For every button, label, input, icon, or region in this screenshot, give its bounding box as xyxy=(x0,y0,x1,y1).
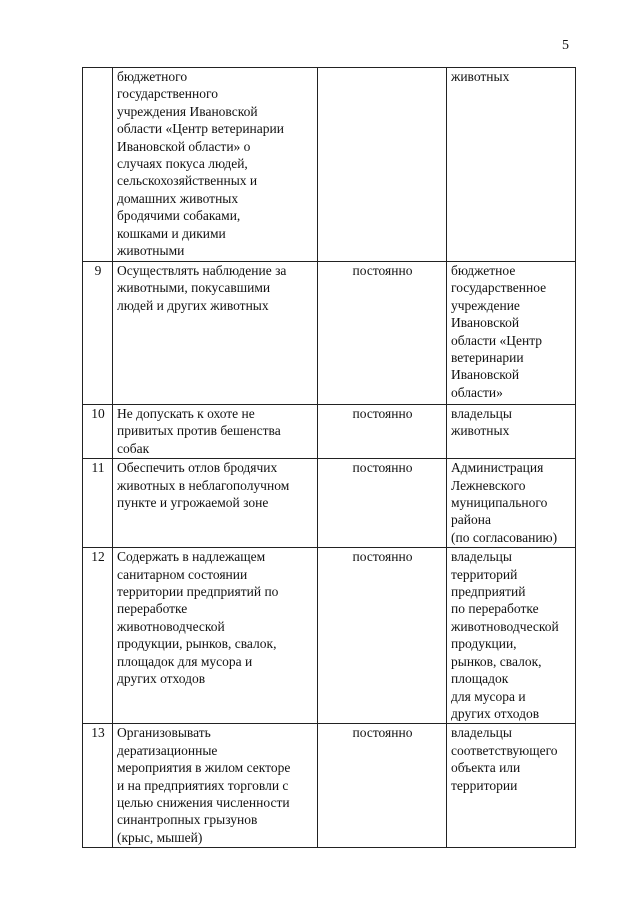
executor-cell-line: территорий xyxy=(451,566,518,582)
executor-cell xyxy=(447,262,576,405)
executor-cell-line: владельцы xyxy=(451,725,512,741)
action-cell xyxy=(113,724,318,848)
action-cell-line: дератизационные xyxy=(117,742,218,758)
term-cell: постоянно xyxy=(318,548,447,724)
executor-cell-line: площадок xyxy=(451,671,509,687)
measures-table xyxy=(82,67,576,848)
action-cell-line: Организовывать xyxy=(117,725,211,741)
action-cell xyxy=(113,548,318,724)
action-cell-line: других отходов xyxy=(117,671,206,687)
executor-cell-line: района xyxy=(451,512,491,528)
row-number-cell: 11 xyxy=(83,459,113,548)
executor-cell-line: животных xyxy=(451,69,510,84)
action-cell-line: привитых против бешенства xyxy=(117,423,281,439)
action-cell-line: продукции, рынков, свалок, xyxy=(117,636,277,652)
action-cell-line: целью снижения численности xyxy=(117,794,290,810)
executor-cell-line: ветеринарии xyxy=(451,350,524,366)
executor-cell-line: продукции, xyxy=(451,636,517,652)
executor-cell xyxy=(447,405,576,459)
executor-cell-line: муниципального xyxy=(451,495,548,511)
executor-cell-line: рынков, свалок, xyxy=(451,653,542,669)
term-cell: постоянно xyxy=(318,262,447,405)
action-cell-line: мероприятия в жилом секторе xyxy=(117,760,291,776)
executor-cell-line: по переработке xyxy=(451,601,539,617)
executor-cell xyxy=(447,68,576,262)
executor-cell xyxy=(447,548,576,724)
table-row xyxy=(83,262,576,405)
action-cell xyxy=(113,459,318,548)
action-cell-line: людей и других животных xyxy=(117,297,269,313)
action-cell-line: случаях покуса людей, xyxy=(117,156,248,172)
executor-cell-line: Ивановской xyxy=(451,315,520,331)
action-cell-line: кошками и дикими xyxy=(117,225,226,241)
action-cell xyxy=(113,68,318,262)
executor-cell-line: Ивановской xyxy=(451,367,520,383)
action-cell-line: санитарном состоянии xyxy=(117,566,248,582)
action-cell-line: учреждения Ивановской xyxy=(117,103,258,119)
action-cell-line: государственного xyxy=(117,86,218,102)
action-cell xyxy=(113,405,318,459)
row-number-cell: 12 xyxy=(83,548,113,724)
action-cell-line: животными, покусавшими xyxy=(117,280,271,296)
executor-cell-line: области «Центр xyxy=(451,332,543,348)
executor-cell-line: предприятий xyxy=(451,584,526,600)
term-cell: постоянно xyxy=(318,724,447,848)
table-row xyxy=(83,68,576,262)
measures-table-body xyxy=(83,68,576,848)
executor-cell-line: соответствующего xyxy=(451,742,558,758)
executor-cell-line: учреждение xyxy=(451,297,520,313)
term-cell xyxy=(318,68,447,262)
row-number-cell: 9 xyxy=(83,262,113,405)
action-cell-line: синантропных грызунов xyxy=(117,812,258,828)
executor-cell-line: бюджетное xyxy=(451,263,516,278)
action-cell-line: Обеспечить отлов бродячих xyxy=(117,460,278,476)
executor-cell-line: государственное xyxy=(451,280,547,296)
action-cell-line: бродячими собаками, xyxy=(117,208,241,224)
action-cell-line: области «Центр ветеринарии xyxy=(117,121,284,137)
executor-cell-line: животноводческой xyxy=(451,618,559,634)
executor-cell-line: (по согласованию) xyxy=(451,529,558,545)
executor-cell-line: владельцы xyxy=(451,549,512,565)
table-row xyxy=(83,405,576,459)
executor-cell xyxy=(447,459,576,548)
action-cell-line: Содержать в надлежащем xyxy=(117,549,266,565)
executor-cell-line: территории xyxy=(451,777,518,793)
action-cell-line: животных в неблагополучном xyxy=(117,477,290,493)
executor-cell-line: животных xyxy=(451,423,510,439)
action-cell xyxy=(113,262,318,405)
term-cell: постоянно xyxy=(318,459,447,548)
action-cell-line: и на предприятиях торговли с xyxy=(117,777,289,793)
action-cell-line: животными xyxy=(117,243,185,259)
row-number-cell xyxy=(83,68,113,262)
table-row xyxy=(83,548,576,724)
action-cell-line: сельскохозяйственных и xyxy=(117,173,258,189)
action-cell-line: животноводческой xyxy=(117,618,225,634)
action-cell-line: площадок для мусора и xyxy=(117,653,253,669)
action-cell-line: территории предприятий по xyxy=(117,584,279,600)
action-cell-line: переработке xyxy=(117,601,188,617)
table-row xyxy=(83,724,576,848)
page-number: 5 xyxy=(562,38,569,53)
executor-cell-line: объекта или xyxy=(451,760,521,776)
row-number-cell: 13 xyxy=(83,724,113,848)
action-cell-line: пункте и угрожаемой зоне xyxy=(117,495,269,511)
action-cell-line: Ивановской области» о xyxy=(117,138,251,154)
term-cell: постоянно xyxy=(318,405,447,459)
executor-cell-line: других отходов xyxy=(451,705,540,721)
action-cell-line: (крыс, мышей) xyxy=(117,829,203,845)
executor-cell xyxy=(447,724,576,848)
action-cell-line: собак xyxy=(117,440,150,456)
action-cell-line: бюджетного xyxy=(117,69,188,84)
executor-cell-line: для мусора и xyxy=(451,688,526,704)
table-row xyxy=(83,459,576,548)
executor-cell-line: области» xyxy=(451,384,503,400)
action-cell-line: Осуществлять наблюдение за xyxy=(117,263,287,278)
action-cell-line: домашних животных xyxy=(117,190,239,206)
row-number-cell: 10 xyxy=(83,405,113,459)
action-cell-line: Не допускать к охоте не xyxy=(117,406,255,421)
executor-cell-line: Лежневского xyxy=(451,477,526,493)
executor-cell-line: владельцы xyxy=(451,406,512,421)
executor-cell-line: Администрация xyxy=(451,460,544,476)
